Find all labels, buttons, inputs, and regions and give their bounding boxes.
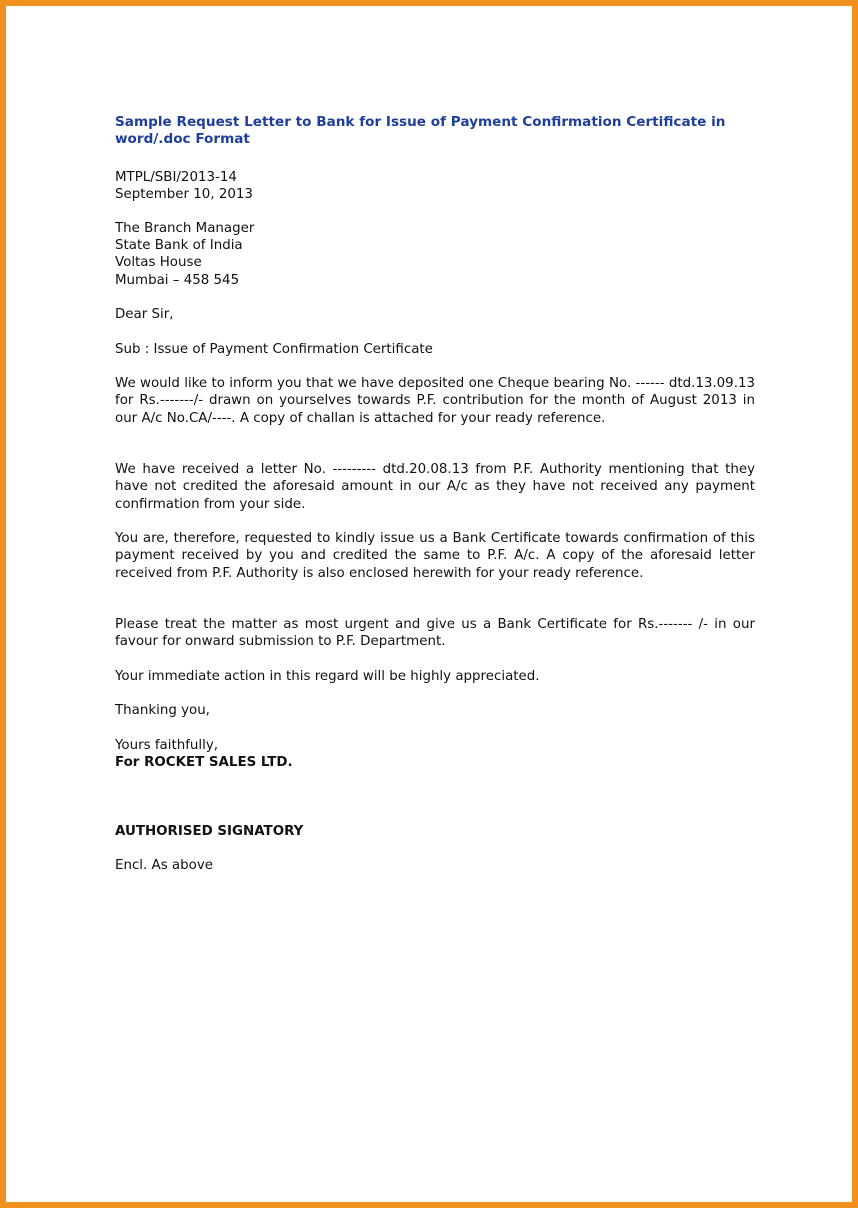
paragraph-urgent: Please treat the matter as most urgent and give us a Bank Certificate for Rs.------- /- in our favour for onward submission to P.F. Department. [115,617,755,650]
enclosure-note: Encl. As above [115,858,213,873]
letter-date: September 10, 2013 [115,187,253,202]
recipient-city: Mumbai – 458 545 [115,273,240,288]
closing-sign-off: Yours faithfully, [115,738,219,753]
recipient-bank: State Bank of India [115,238,243,253]
paragraph-deposit: We would like to inform you that we have deposited one Cheque bearing No. ------ dtd.13.09.13 for Rs.-------/- drawn on yourselves towards P.F. contribution for the month of August 2013 in our A/c No.CA/----. A copy of challan is attached for your ready reference. [115,376,755,426]
reference-number: MTPL/SBI/2013-14 [115,170,237,185]
company-name: For ROCKET SALES LTD. [115,755,293,770]
paragraph-letter-received: We have received a letter No. --------- dtd.20.08.13 from P.F. Authority mentioning that they have not credited the aforesaid amount in our A/c as they have not received any payment confirmation from your side. [115,462,755,512]
paragraph-request: You are, therefore, requested to kindly issue us a Bank Certificate towards confirmation of this payment received by you and credited the same to P.F. A/c. A copy of the aforesaid letter received from P.F. Authority is also enclosed herewith for your ready reference. [115,531,755,581]
paragraph-appreciation: Your immediate action in this regard will be highly appreciated. [115,669,540,684]
recipient-building: Voltas House [115,255,202,270]
salutation: Dear Sir, [115,307,174,322]
subject-line: Sub : Issue of Payment Confirmation Certificate [115,342,433,357]
authorised-signatory: AUTHORISED SIGNATORY [115,824,304,839]
document-title: Sample Request Letter to Bank for Issue of Payment Confirmation Certificate in word/.doc Format [115,114,726,148]
recipient-title: The Branch Manager [115,221,255,236]
closing-thanks: Thanking you, [115,703,210,718]
